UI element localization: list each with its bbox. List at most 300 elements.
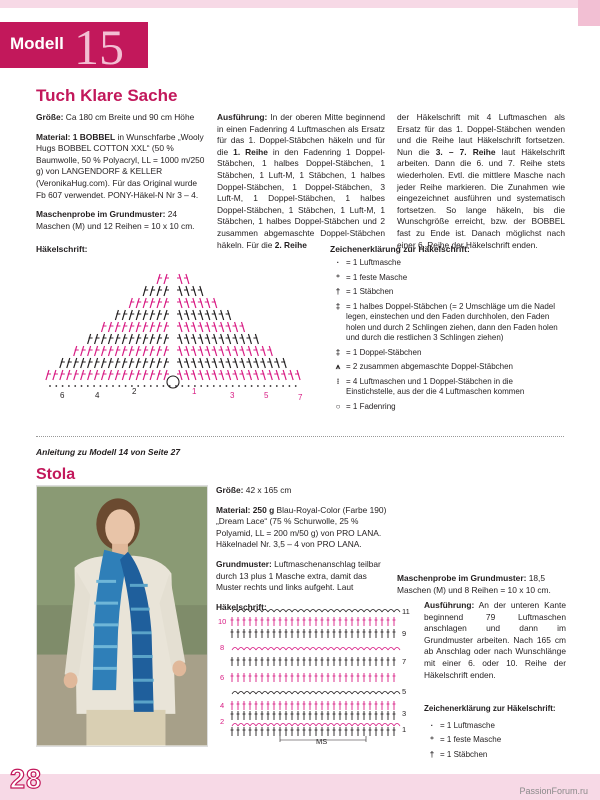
chain-arc: [298, 610, 304, 613]
stitch-mark: [214, 298, 217, 308]
legend-text: = 2 zusammen abgemaschte Doppel-Stäbchen: [346, 362, 513, 371]
stitch-mark: [276, 370, 279, 380]
shawl-crochet-chart: [40, 258, 320, 408]
chain-dot: [226, 385, 228, 387]
stitch-mark: [157, 334, 160, 344]
stitch-mark: [122, 346, 125, 356]
chain-arc: [346, 610, 352, 613]
stitch-mark: [136, 322, 139, 332]
stitch-mark: [150, 286, 153, 296]
material-label: Material: 250 g: [216, 504, 275, 515]
chain-arc: [256, 724, 262, 727]
chain-arc: [316, 648, 322, 651]
stitch-mark: [283, 358, 286, 368]
chain-arc: [370, 724, 376, 727]
chain-arc: [358, 610, 364, 613]
chain-arc: [244, 692, 250, 695]
corner-block: [578, 0, 600, 26]
chain-dot: [106, 385, 108, 387]
chain-dot: [93, 385, 95, 387]
legend-item: [330, 362, 558, 373]
stitch-mark: [115, 322, 118, 332]
chain-dot: [144, 385, 146, 387]
chain-arc: [328, 692, 334, 695]
legend-item: [424, 721, 566, 732]
gauge-text: 18,5 Maschen (M) und 8 Reihen = 10 x 10 cm.: [397, 573, 551, 595]
chain-arc: [280, 610, 286, 613]
stitch-mark: [235, 346, 238, 356]
instructions-label: Ausführung:: [217, 112, 268, 122]
rows37-label: 3. – 7. Reihe: [435, 146, 496, 157]
legend-item: [330, 402, 558, 413]
chain-dot: [263, 385, 265, 387]
stitch-mark: [269, 370, 272, 380]
stitch-mark: [262, 370, 265, 380]
chain-arc: [268, 648, 274, 651]
stitch-mark: [242, 358, 245, 368]
stitch-mark: [164, 298, 167, 308]
stitch-mark: [283, 370, 286, 380]
pattern-repeat-label: MS: [316, 737, 328, 746]
chain-arc: [262, 724, 268, 727]
chain-arc: [310, 610, 316, 613]
stitch-mark: [179, 286, 182, 296]
stitch-mark: [164, 310, 167, 320]
stitch-mark: [248, 346, 251, 356]
chain-arc: [280, 692, 286, 695]
chain-dot: [181, 385, 183, 387]
stitch-mark: [150, 310, 153, 320]
legend-text: = 1 Doppel-Stäbchen: [346, 347, 422, 357]
stitch-mark: [53, 370, 56, 380]
stitch-mark: [157, 322, 160, 332]
chain-arc: [382, 610, 388, 613]
chain-dot: [257, 385, 259, 387]
stitch-mark: [108, 370, 111, 380]
chain-arc: [268, 724, 274, 727]
chain-arc: [340, 648, 346, 651]
gauge-paragraph: [397, 573, 565, 596]
row-number-7: 7: [298, 393, 303, 402]
pattern2-column-2: [397, 485, 565, 604]
legend1-title: Zeichenerklärung zur Häkelschrift:: [330, 244, 470, 254]
stitch-mark: [221, 370, 224, 380]
row-number-11: 11: [402, 607, 410, 616]
size-text: Ca 180 cm Breite und 90 cm Höhe: [63, 112, 195, 122]
stitch-mark: [108, 322, 111, 332]
stitch-mark: [122, 310, 125, 320]
pattern2-instructions: [424, 600, 566, 689]
chain-arc: [274, 610, 280, 613]
stitch-mark: [95, 358, 98, 368]
page-number: 28: [10, 764, 43, 794]
pattern1-column-1: [36, 112, 206, 240]
chain-arc: [262, 648, 268, 651]
stitch-mark: [143, 334, 146, 344]
stitch-mark: [200, 286, 203, 296]
stitch-mark: [297, 370, 300, 380]
row-number-10: 10: [218, 617, 227, 626]
base-pattern-label: Grundmuster:: [216, 558, 272, 569]
chain-arc: [310, 724, 316, 727]
chain-arc: [322, 648, 328, 651]
stitch-mark: [108, 334, 111, 344]
stitch-mark: [129, 370, 132, 380]
row-number-6: 6: [60, 391, 65, 400]
stitch-mark: [193, 286, 196, 296]
chain-arc: [346, 724, 352, 727]
chain-arc: [244, 610, 250, 613]
stitch-mark: [186, 298, 189, 308]
chain-arc: [370, 692, 376, 695]
size-paragraph: [216, 485, 394, 497]
instructions-text-3: der Häkelschrift mit 4 Luftmaschen als Ersatz für das 1. Doppel-Stäbchen wenden und die Reihe laut Häkelschrift fortsetzen. Nun die: [397, 112, 565, 157]
stitch-mark: [242, 322, 245, 332]
chain-dot: [68, 385, 70, 387]
stitch-mark: [122, 334, 125, 344]
legend2-title: Zeichenerklärung zur Häkelschrift:: [424, 704, 556, 713]
stola-title: Stola: [36, 466, 76, 483]
chain-arc: [364, 610, 370, 613]
chain-arc: [286, 648, 292, 651]
stitch-mark: [60, 370, 63, 380]
stitch-mark: [200, 310, 203, 320]
legend-item: [330, 258, 558, 269]
stitch-mark: [186, 322, 189, 332]
stitch-mark: [200, 322, 203, 332]
stitch-mark: [122, 322, 125, 332]
chain-arc: [244, 724, 250, 727]
stitch-mark: [269, 346, 272, 356]
chain-dot: [112, 385, 114, 387]
chain-dot: [289, 385, 291, 387]
stitch-mark: [228, 346, 231, 356]
stitch-mark: [115, 334, 118, 344]
stitch-mark: [186, 358, 189, 368]
chart1-label: Häkelschrift:: [36, 244, 88, 254]
chain-arc: [298, 724, 304, 727]
stitch-mark: [193, 346, 196, 356]
chain-arc: [370, 610, 376, 613]
chain-arc: [280, 724, 286, 727]
legend2: [424, 704, 566, 764]
chain-arc: [376, 724, 382, 727]
stitch-mark: [200, 346, 203, 356]
row-number-1: 1: [402, 725, 407, 734]
chain-arc: [376, 610, 382, 613]
stitch-mark: [248, 358, 251, 368]
stitch-mark: [228, 358, 231, 368]
stitch-mark: [214, 322, 217, 332]
stitch-mark: [102, 322, 105, 332]
stitch-mark: [164, 286, 167, 296]
chain-arc: [358, 724, 364, 727]
chain-symbol-icon: ·: [430, 720, 434, 730]
stitch-mark: [46, 370, 49, 380]
stitch-mark: [115, 370, 118, 380]
watermark: PassionForum.ru: [519, 786, 588, 796]
chain-arc: [382, 648, 388, 651]
stitch-mark: [214, 334, 217, 344]
chain-arc: [376, 692, 382, 695]
chain-arc: [394, 692, 400, 695]
legend-text: = 1 feste Masche: [440, 735, 502, 744]
chain-arc: [340, 692, 346, 695]
instructions-paragraph: [217, 112, 385, 251]
model-number: 15: [74, 19, 124, 75]
stitch-mark: [235, 334, 238, 344]
size-text: 42 x 165 cm: [243, 485, 292, 495]
instructions-text-2: in den Fadenring 1 Doppel-Stäbchen, 1 halbes Doppel-Stäbchen, 1 Stäbchen, 1 Luft-M, 1 Stäbchen, 1 halbes Doppel-Stäbchen, 1 Doppel-Stäbchen, 3 Luft-M, 1 Doppel-Stäbchen, 1 halbes Doppel-Stäbchen, 1 Stäbchen, 1 Luft-M, 1 Stäbchen, 1 halbes Doppel-Stäbchen und 2 zusammen abgemaschte Doppel-Stäbchen häkeln. Für die: [217, 146, 385, 250]
chain-arc: [364, 648, 370, 651]
legend-text: = 1 Stäbchen: [346, 287, 394, 296]
chain-symbol-icon: ·: [336, 258, 340, 267]
row-number-5: 5: [264, 391, 269, 400]
chain-arc: [394, 648, 400, 651]
legend-text: = 1 feste Masche: [346, 272, 408, 282]
chain-arc: [370, 648, 376, 651]
chain-arc: [388, 648, 394, 651]
stitch-mark: [108, 358, 111, 368]
stitch-mark: [255, 370, 258, 380]
stitch-mark: [228, 310, 231, 320]
stitch-mark: [143, 298, 146, 308]
chain-arc: [268, 610, 274, 613]
row-number-1: 1: [192, 387, 197, 396]
stitch-mark: [102, 346, 105, 356]
chain-arc: [358, 692, 364, 695]
stitch-mark: [143, 286, 146, 296]
chain-arc: [334, 648, 340, 651]
stitch-mark: [150, 346, 153, 356]
chain-arc: [292, 648, 298, 651]
stitch-mark: [102, 334, 105, 344]
legend-text: = 4 Luftmaschen und 1 Doppel-Stäbchen in die Einstichstelle, aus der die 4 Luftmaschen kommen: [346, 376, 525, 396]
stitch-mark: [186, 310, 189, 320]
chain-arc: [364, 692, 370, 695]
size-paragraph: [36, 112, 206, 124]
stitch-mark: [193, 358, 196, 368]
row-number-6: 6: [220, 673, 225, 682]
chain-arc: [286, 724, 292, 727]
chain-arc: [334, 692, 340, 695]
row-number-8: 8: [220, 643, 225, 652]
stitch-mark: [136, 310, 139, 320]
treble-together-symbol-icon: ⩚: [335, 362, 341, 371]
stitch-mark: [228, 370, 231, 380]
stitch-mark: [221, 334, 224, 344]
stitch-mark: [157, 286, 160, 296]
chain-arc: [388, 692, 394, 695]
chain-dot: [244, 385, 246, 387]
stitch-mark: [129, 298, 132, 308]
stitch-mark: [179, 346, 182, 356]
stitch-mark: [255, 358, 258, 368]
chain-arc: [340, 610, 346, 613]
chain-dot: [213, 385, 215, 387]
magic-ring-icon: ○: [335, 401, 341, 411]
stitch-mark: [136, 346, 139, 356]
stitch-mark: [207, 298, 210, 308]
chain-arc: [304, 610, 310, 613]
stitch-mark: [74, 358, 77, 368]
turning-chain-symbol-icon: ⁝: [336, 376, 340, 386]
stitch-mark: [143, 370, 146, 380]
stitch-mark: [108, 346, 111, 356]
chain-arc: [274, 648, 280, 651]
stitch-mark: [186, 334, 189, 344]
footer-band: [0, 774, 600, 800]
instructions-paragraph: [424, 600, 566, 681]
stitch-mark: [129, 310, 132, 320]
gauge-text: 24 Maschen (M) und 12 Reihen = 10 x 10 cm.: [36, 209, 195, 231]
chain-arc: [352, 724, 358, 727]
legend-text: = 1 Luftmasche: [346, 258, 401, 267]
model-label: Modell: [10, 34, 64, 53]
chain-arc: [262, 692, 268, 695]
chain-arc: [292, 610, 298, 613]
stitch-mark: [221, 346, 224, 356]
chain-arc: [316, 692, 322, 695]
chain-dot: [49, 385, 51, 387]
double-crochet-symbol-icon: †: [429, 749, 435, 759]
stitch-mark: [200, 370, 203, 380]
base-pattern-text: Luftmaschenanschlag teilbar durch 13 plus 1 Masche extra, damit das Muster rechts und links aufgeht. Laut: [216, 558, 381, 593]
stitch-mark: [150, 370, 153, 380]
chain-arc: [352, 610, 358, 613]
chain-dot: [150, 385, 152, 387]
chain-arc: [382, 724, 388, 727]
row-number-4: 4: [95, 391, 100, 400]
chain-arc: [238, 724, 244, 727]
chain-dot: [270, 385, 272, 387]
stitch-mark: [179, 358, 182, 368]
stitch-mark: [228, 334, 231, 344]
legend-item: [330, 348, 558, 359]
stitch-mark: [255, 346, 258, 356]
chain-arc: [250, 648, 256, 651]
legend-item: [330, 273, 558, 284]
chain-dot: [118, 385, 120, 387]
stitch-mark: [157, 274, 160, 284]
row-number-7: 7: [402, 657, 407, 666]
chain-arc: [316, 724, 322, 727]
stitch-mark: [290, 370, 293, 380]
legend-item: [424, 750, 566, 761]
stitch-mark: [67, 358, 70, 368]
stitch-mark: [157, 358, 160, 368]
chain-arc: [310, 648, 316, 651]
stitch-mark: [88, 370, 91, 380]
row-number-2: 2: [132, 387, 137, 396]
row2-label: 2. Reihe: [274, 239, 307, 250]
stitch-mark: [200, 298, 203, 308]
stitch-mark: [143, 310, 146, 320]
stitch-mark: [193, 298, 196, 308]
chain-arc: [232, 648, 238, 651]
chain-dot: [188, 385, 190, 387]
base-pattern-continued: [397, 485, 565, 565]
stitch-mark: [214, 370, 217, 380]
single-crochet-symbol-icon: ⁺: [429, 735, 435, 744]
chain-arc: [352, 692, 358, 695]
chart-rows: [46, 274, 300, 387]
pattern1-column-2: [217, 112, 385, 259]
material-text: in Wunschfarbe „Wooly Hugs BOBBEL COTTON XXL“ (50 % Baumwolle, 50 % Polyacryl, LL = 1000 m/250 g) von LANGENDORF & KELLER (VeronikaHug.com). Für das Original wurde Fb 607 verwendet. PONY-Häkel-N Nr 3 – 4.: [36, 131, 205, 200]
stitch-mark: [228, 322, 231, 332]
page-footer: [0, 760, 600, 800]
chain-arc: [268, 692, 274, 695]
stitch-mark: [221, 310, 224, 320]
cross-reference: Anleitung zu Modell 14 von Seite 27: [36, 447, 181, 457]
legend-text: = 1 halbes Doppel-Stäbchen (= 2 Umschläge um die Nadel legen, einstechen und den Faden durchholen, den Faden holen und durch 2 Schlingen ziehen, dann den Faden holen und durch die restlichen 3 Schlingen ziehen): [346, 301, 558, 342]
chart2-label: Häkelschrift:: [216, 601, 267, 612]
page-header: [0, 0, 600, 80]
stitch-mark: [207, 334, 210, 344]
chain-arc: [376, 648, 382, 651]
chain-arc: [328, 648, 334, 651]
stitch-mark: [88, 358, 91, 368]
stitch-mark: [207, 358, 210, 368]
stitch-mark: [150, 358, 153, 368]
stitch-mark: [200, 334, 203, 344]
stitch-mark: [95, 370, 98, 380]
stitch-mark: [143, 346, 146, 356]
chain-arc: [346, 648, 352, 651]
chain-arc: [274, 724, 280, 727]
stitch-mark: [164, 346, 167, 356]
stitch-mark: [129, 346, 132, 356]
stitch-mark: [276, 358, 279, 368]
chain-arc: [250, 724, 256, 727]
chain-arc: [328, 724, 334, 727]
chain-arc: [322, 692, 328, 695]
chain-dot: [55, 385, 57, 387]
pattern-title: Tuch Klare Sache: [36, 86, 178, 105]
chain-arc: [244, 648, 250, 651]
chain-dot: [74, 385, 76, 387]
chain-arc: [358, 648, 364, 651]
stitch-mark: [214, 310, 217, 320]
stitch-mark: [193, 334, 196, 344]
chain-arc: [232, 610, 238, 613]
stitch-mark: [81, 358, 84, 368]
chain-arc: [322, 610, 328, 613]
chain-dot: [251, 385, 253, 387]
stitch-mark: [164, 334, 167, 344]
chain-arc: [274, 692, 280, 695]
stitch-mark: [81, 370, 84, 380]
double-crochet-symbol-icon: †: [335, 287, 341, 296]
row-number-3: 3: [402, 709, 407, 718]
material-text: Blau-Royal-Color (Farbe 190) „Dream Lace“ (75 % Schurwolle, 25 % Polyamid, LL = 200 m/50 g) von PRO LANA. Häkelnadel Nr. 3,5 – 4 von PRO LANA.: [216, 504, 387, 550]
stitch-mark: [157, 370, 160, 380]
stitch-mark: [74, 370, 77, 380]
stitch-mark: [235, 358, 238, 368]
stitch-mark: [136, 298, 139, 308]
stitch-mark: [81, 346, 84, 356]
chain-dot: [100, 385, 102, 387]
chain-dot: [87, 385, 89, 387]
stitch-mark: [179, 322, 182, 332]
chain-arc: [328, 610, 334, 613]
legend-text: = 1 Luftmasche: [440, 720, 495, 730]
stitch-mark: [102, 370, 105, 380]
stitch-mark: [179, 334, 182, 344]
stitch-mark: [150, 334, 153, 344]
chain-arc: [304, 648, 310, 651]
chain-arc: [262, 610, 268, 613]
